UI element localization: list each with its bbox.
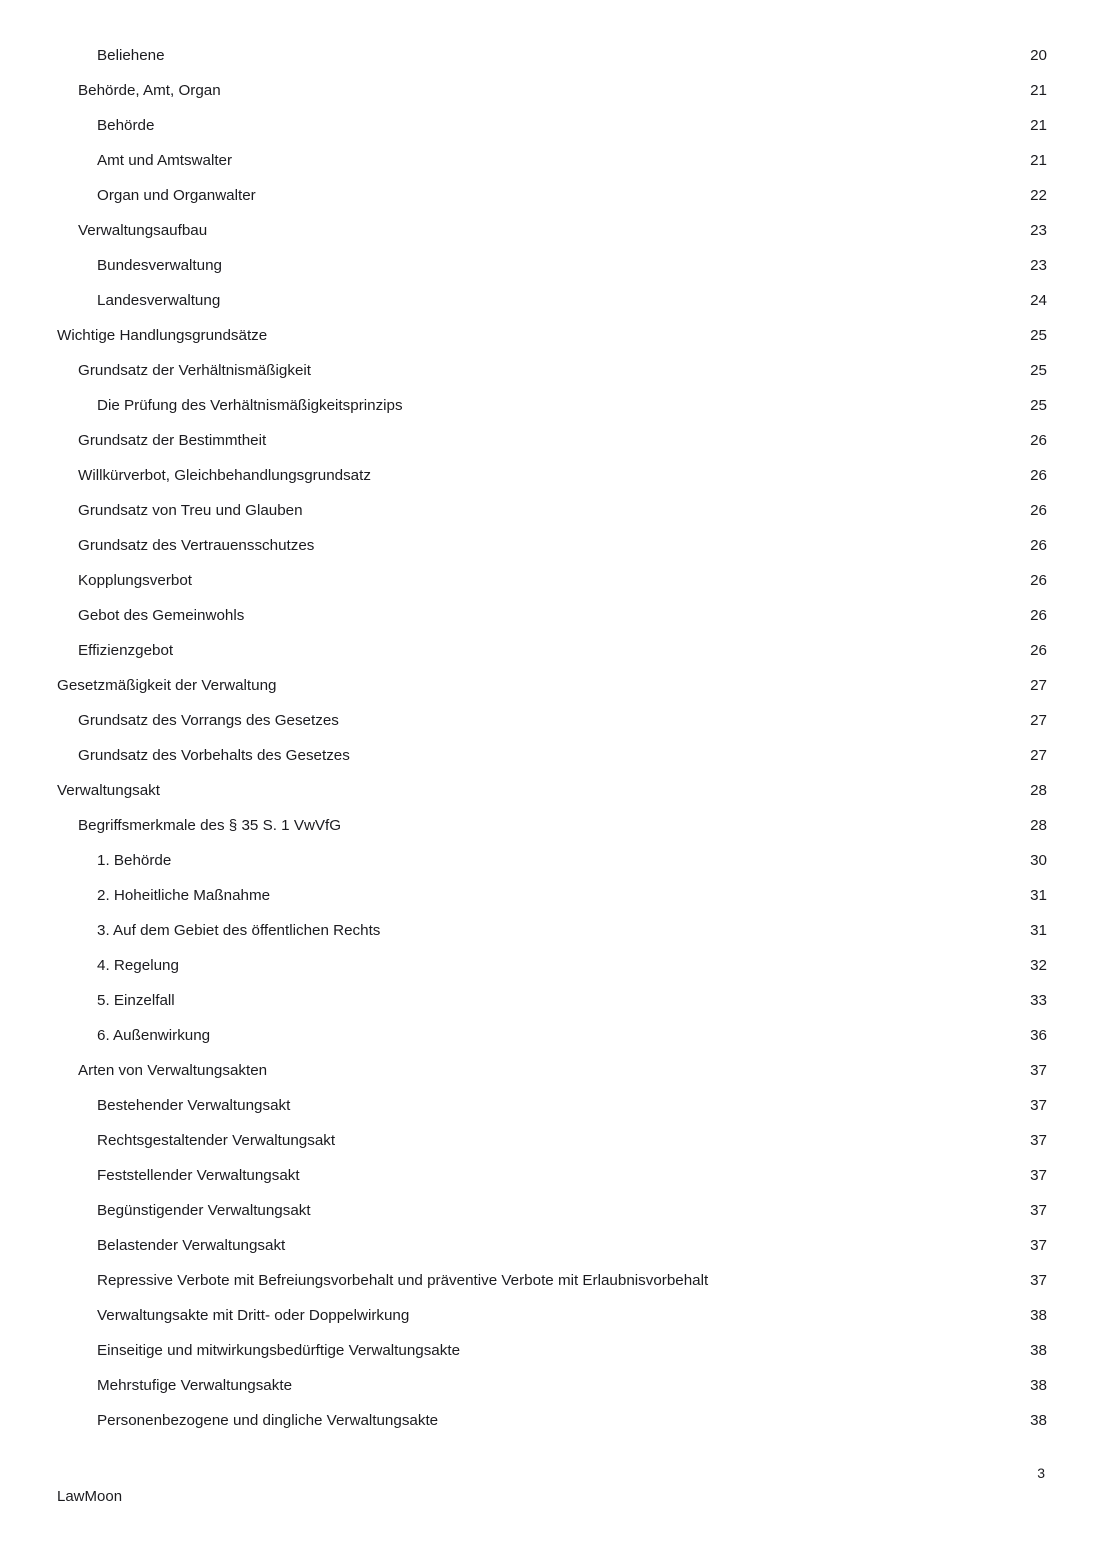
toc-entry-page-number: 27 bbox=[1030, 712, 1047, 729]
toc-entry[interactable] bbox=[57, 598, 1047, 633]
toc-entry-title: Begünstigender Verwaltungsakt bbox=[97, 1202, 311, 1219]
toc-entry[interactable] bbox=[57, 213, 1047, 248]
toc-entry[interactable] bbox=[57, 458, 1047, 493]
toc-entry[interactable] bbox=[57, 528, 1047, 563]
toc-entry-title: Begriffsmerkmale des § 35 S. 1 VwVfG bbox=[78, 817, 342, 834]
toc-dot-leader bbox=[247, 604, 1015, 619]
toc-dot-leader bbox=[174, 849, 1015, 864]
toc-entry-title: 3. Auf dem Gebiet des öffentlichen Rechts bbox=[97, 922, 381, 939]
toc-entry[interactable] bbox=[57, 1053, 1047, 1088]
toc-entry-title: Grundsatz des Vorbehalts des Gesetzes bbox=[78, 747, 350, 764]
toc-entry[interactable] bbox=[57, 318, 1047, 353]
toc-entry-title: Gesetzmäßigkeit der Verwaltung bbox=[57, 677, 277, 694]
toc-entry-page-number: 37 bbox=[1030, 1167, 1047, 1184]
toc-entry[interactable] bbox=[57, 1088, 1047, 1123]
toc-entry[interactable] bbox=[57, 283, 1047, 318]
toc-entry-title: Amt und Amtswalter bbox=[97, 152, 233, 169]
toc-entry-title: Organ und Organwalter bbox=[97, 187, 256, 204]
toc-dot-leader bbox=[168, 44, 1015, 59]
toc-entry-title: Behörde bbox=[97, 117, 155, 134]
toc-dot-leader bbox=[288, 1234, 1015, 1249]
toc-entry[interactable] bbox=[57, 353, 1047, 388]
toc-entry-title: Grundsatz von Treu und Glauben bbox=[78, 502, 303, 519]
toc-dot-leader bbox=[213, 1024, 1015, 1039]
toc-entry-page-number: 21 bbox=[1030, 152, 1047, 169]
toc-dot-leader bbox=[441, 1409, 1015, 1424]
toc-entry-page-number: 21 bbox=[1030, 117, 1047, 134]
toc-entry[interactable] bbox=[57, 843, 1047, 878]
toc-entry[interactable] bbox=[57, 948, 1047, 983]
toc-dot-leader bbox=[374, 464, 1015, 479]
toc-entry[interactable] bbox=[57, 913, 1047, 948]
toc-dot-leader bbox=[306, 499, 1015, 514]
toc-entry-page-number: 32 bbox=[1030, 957, 1047, 974]
toc-entry[interactable] bbox=[57, 423, 1047, 458]
toc-entry-page-number: 26 bbox=[1030, 572, 1047, 589]
toc-entry-title: 2. Hoheitliche Maßnahme bbox=[97, 887, 271, 904]
toc-entry-page-number: 36 bbox=[1030, 1027, 1047, 1044]
toc-entry-title: Verwaltungsaufbau bbox=[78, 222, 208, 239]
toc-entry[interactable] bbox=[57, 563, 1047, 598]
toc-dot-leader bbox=[412, 1304, 1015, 1319]
toc-entry-page-number: 26 bbox=[1030, 537, 1047, 554]
toc-entry-page-number: 25 bbox=[1030, 327, 1047, 344]
toc-entry-page-number: 28 bbox=[1030, 817, 1047, 834]
toc-entry-page-number: 28 bbox=[1030, 782, 1047, 799]
toc-entry[interactable] bbox=[57, 738, 1047, 773]
toc-dot-leader bbox=[711, 1269, 1015, 1284]
toc-entry-title: Arten von Verwaltungsakten bbox=[78, 1062, 268, 1079]
toc-entry[interactable] bbox=[57, 668, 1047, 703]
toc-entry-page-number: 38 bbox=[1030, 1307, 1047, 1324]
toc-dot-leader bbox=[295, 1374, 1015, 1389]
toc-entry-page-number: 21 bbox=[1030, 82, 1047, 99]
toc-entry-page-number: 26 bbox=[1030, 467, 1047, 484]
toc-entry-title: Die Prüfung des Verhältnismäßigkeitsprinzips bbox=[97, 397, 403, 414]
toc-dot-leader bbox=[224, 79, 1015, 94]
toc-entry-page-number: 33 bbox=[1030, 992, 1047, 1009]
toc-entry-page-number: 23 bbox=[1030, 257, 1047, 274]
toc-entry-page-number: 26 bbox=[1030, 502, 1047, 519]
toc-entry[interactable] bbox=[57, 808, 1047, 843]
toc-entry-page-number: 37 bbox=[1030, 1202, 1047, 1219]
toc-dot-leader bbox=[176, 639, 1015, 654]
toc-entry[interactable] bbox=[57, 1368, 1047, 1403]
footer-brand: LawMoon bbox=[57, 1488, 123, 1505]
toc-entry[interactable] bbox=[57, 1403, 1047, 1438]
toc-entry[interactable] bbox=[57, 703, 1047, 738]
toc-dot-leader bbox=[270, 1059, 1015, 1074]
toc-entry-page-number: 37 bbox=[1030, 1062, 1047, 1079]
toc-entry-title: Repressive Verbote mit Befreiungsvorbehalt und präventive Verbote mit Erlaubnisvorbehalt bbox=[97, 1272, 709, 1289]
toc-dot-leader bbox=[235, 149, 1015, 164]
toc-entry-title: Gebot des Gemeinwohls bbox=[78, 607, 245, 624]
toc-entry-title: 5. Einzelfall bbox=[97, 992, 175, 1009]
toc-entry-title: Wichtige Handlungsgrundsätze bbox=[57, 327, 268, 344]
toc-dot-leader bbox=[223, 289, 1015, 304]
toc-dot-leader bbox=[273, 884, 1015, 899]
toc-entry-page-number: 37 bbox=[1030, 1272, 1047, 1289]
toc-entry[interactable] bbox=[57, 1263, 1047, 1298]
toc-entry-page-number: 27 bbox=[1030, 747, 1047, 764]
toc-dot-leader bbox=[195, 569, 1015, 584]
toc-entry-page-number: 37 bbox=[1030, 1097, 1047, 1114]
toc-entry-page-number: 38 bbox=[1030, 1377, 1047, 1394]
toc-entry-title: Bestehender Verwaltungsakt bbox=[97, 1097, 291, 1114]
toc-entry-title: Feststellender Verwaltungsakt bbox=[97, 1167, 300, 1184]
toc-entry[interactable] bbox=[57, 178, 1047, 213]
toc-dot-leader bbox=[406, 394, 1015, 409]
toc-entry[interactable] bbox=[57, 38, 1047, 73]
toc-entry-title: Grundsatz der Verhältnismäßigkeit bbox=[78, 362, 311, 379]
toc-dot-leader bbox=[259, 184, 1015, 199]
toc-entry[interactable] bbox=[57, 388, 1047, 423]
toc-entry-page-number: 30 bbox=[1030, 852, 1047, 869]
toc-entry[interactable] bbox=[57, 73, 1047, 108]
toc-entry-page-number: 24 bbox=[1030, 292, 1047, 309]
toc-entry[interactable] bbox=[57, 1193, 1047, 1228]
toc-entry[interactable] bbox=[57, 493, 1047, 528]
toc-dot-leader bbox=[314, 1199, 1015, 1214]
toc-entry-title: Belastender Verwaltungsakt bbox=[97, 1237, 286, 1254]
toc-entry-page-number: 23 bbox=[1030, 222, 1047, 239]
toc-entry-page-number: 22 bbox=[1030, 187, 1047, 204]
footer-page-number: 3 bbox=[1037, 1465, 1045, 1481]
toc-entry-page-number: 20 bbox=[1030, 47, 1047, 64]
toc-entry-page-number: 26 bbox=[1030, 642, 1047, 659]
toc-dot-leader bbox=[383, 919, 1015, 934]
toc-entry-title: Behörde, Amt, Organ bbox=[78, 82, 221, 99]
toc-entry-title: Personenbezogene und dingliche Verwaltungsakte bbox=[97, 1412, 439, 1429]
toc-entry-title: 1. Behörde bbox=[97, 852, 172, 869]
toc-entry-page-number: 26 bbox=[1030, 607, 1047, 624]
toc-entry-page-number: 37 bbox=[1030, 1132, 1047, 1149]
toc-entry-page-number: 38 bbox=[1030, 1342, 1047, 1359]
toc-entry-page-number: 25 bbox=[1030, 397, 1047, 414]
toc-dot-leader bbox=[279, 674, 1015, 689]
toc-entry[interactable] bbox=[57, 143, 1047, 178]
toc-dot-leader bbox=[353, 744, 1015, 759]
toc-dot-leader bbox=[344, 814, 1015, 829]
toc-entry[interactable] bbox=[57, 1333, 1047, 1368]
toc-dot-leader bbox=[338, 1129, 1015, 1144]
toc-entry-title: 4. Regelung bbox=[97, 957, 179, 974]
table-of-contents bbox=[57, 38, 1047, 1438]
toc-dot-leader bbox=[463, 1339, 1015, 1354]
toc-dot-leader bbox=[225, 254, 1015, 269]
toc-entry-page-number: 31 bbox=[1030, 922, 1047, 939]
toc-entry-title: Grundsatz der Bestimmtheit bbox=[78, 432, 267, 449]
toc-entry-page-number: 27 bbox=[1030, 677, 1047, 694]
toc-entry[interactable] bbox=[57, 983, 1047, 1018]
toc-dot-leader bbox=[270, 324, 1015, 339]
toc-dot-leader bbox=[163, 779, 1015, 794]
toc-entry-title: Landesverwaltung bbox=[97, 292, 221, 309]
toc-dot-leader bbox=[269, 429, 1015, 444]
toc-entry-title: Verwaltungsakte mit Dritt- oder Doppelwirkung bbox=[97, 1307, 410, 1324]
toc-entry-page-number: 37 bbox=[1030, 1237, 1047, 1254]
toc-dot-leader bbox=[303, 1164, 1015, 1179]
toc-entry-title: Kopplungsverbot bbox=[78, 572, 192, 589]
toc-dot-leader bbox=[178, 989, 1015, 1004]
toc-dot-leader bbox=[157, 114, 1015, 129]
toc-entry[interactable] bbox=[57, 1018, 1047, 1053]
toc-entry[interactable] bbox=[57, 1298, 1047, 1333]
toc-entry-title: Verwaltungsakt bbox=[57, 782, 160, 799]
toc-entry-title: Effizienzgebot bbox=[78, 642, 174, 659]
toc-entry[interactable] bbox=[57, 773, 1047, 808]
toc-dot-leader bbox=[342, 709, 1015, 724]
toc-entry-title: Grundsatz des Vertrauensschutzes bbox=[78, 537, 315, 554]
toc-entry-page-number: 38 bbox=[1030, 1412, 1047, 1429]
toc-dot-leader bbox=[182, 954, 1015, 969]
toc-entry[interactable] bbox=[57, 248, 1047, 283]
toc-entry-title: Mehrstufige Verwaltungsakte bbox=[97, 1377, 293, 1394]
toc-entry[interactable] bbox=[57, 108, 1047, 143]
toc-dot-leader bbox=[293, 1094, 1015, 1109]
toc-entry-title: Willkürverbot, Gleichbehandlungsgrundsatz bbox=[78, 467, 371, 484]
toc-entry[interactable] bbox=[57, 1123, 1047, 1158]
toc-entry-title: Grundsatz des Vorrangs des Gesetzes bbox=[78, 712, 339, 729]
toc-entry-title: Rechtsgestaltender Verwaltungsakt bbox=[97, 1132, 336, 1149]
toc-entry-page-number: 31 bbox=[1030, 887, 1047, 904]
toc-dot-leader bbox=[314, 359, 1015, 374]
toc-entry[interactable] bbox=[57, 1228, 1047, 1263]
toc-entry[interactable] bbox=[57, 633, 1047, 668]
toc-entry[interactable] bbox=[57, 878, 1047, 913]
toc-dot-leader bbox=[317, 534, 1015, 549]
toc-entry-title: Beliehene bbox=[97, 47, 165, 64]
toc-entry-title: 6. Außenwirkung bbox=[97, 1027, 211, 1044]
toc-entry-title: Einseitige und mitwirkungsbedürftige Verwaltungsakte bbox=[97, 1342, 461, 1359]
toc-entry[interactable] bbox=[57, 1158, 1047, 1193]
toc-entry-page-number: 26 bbox=[1030, 432, 1047, 449]
toc-entry-page-number: 25 bbox=[1030, 362, 1047, 379]
toc-entry-title: Bundesverwaltung bbox=[97, 257, 222, 274]
toc-dot-leader bbox=[210, 219, 1015, 234]
